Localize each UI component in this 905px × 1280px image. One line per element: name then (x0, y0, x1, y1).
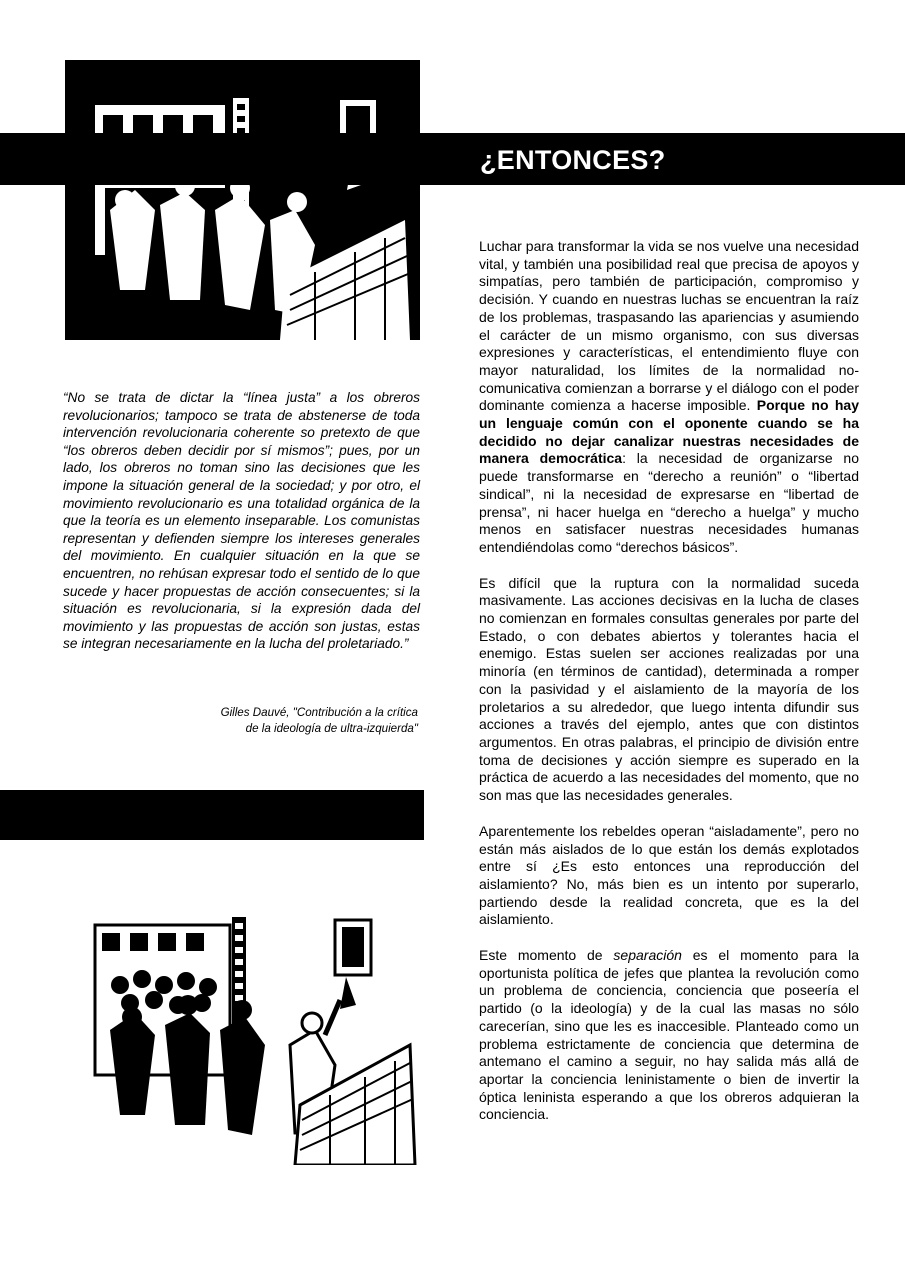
paragraph (479, 238, 859, 557)
paragraph-bold-text: Porque no hay un lenguaje común con el oponente cuando se ha decidido no dejar canalizar nuestras necesidades de manera democrática (479, 397, 859, 467)
attribution-line: Gilles Dauvé, "Contribución a la crítica (220, 706, 418, 719)
section-band (0, 790, 424, 840)
revolution-crowd-icon (65, 60, 420, 340)
paragraph: Aparentemente los rebeldes operan “aisladamente”, pero no están más aislados de lo que están los demás explotados entre sí ¿Es esto entonces una reproducción del aislamiento? No, más bien es un intento por superarlo, partiendo desde la realidad concreta, que es la del aislamiento. (479, 822, 859, 928)
attribution-line: de la ideología de ultra-izquierda" (245, 722, 418, 735)
quote-attribution (150, 705, 418, 737)
paragraph-emphasis: separación (613, 947, 682, 964)
paragraph-text: Luchar para transformar la vida se nos vuelve una necesidad vital, y también una posibilidad real que precisa de apoyos y simpatías, pero también de participación, compromiso y decisión. Y cuando en nuestras luchas se encuentran la raíz de los problemas, traspasando las apariencias y asumiendo el carácter de un mismo organismo, con sus diversas expresiones y características, el entendimiento fluye con mayor naturalidad, los límites de la normalidad no-comunicativa comienzan a borrarse y el diálogo con el poder dominante comienza a hacerse imposible. (479, 238, 859, 414)
bottom-illustration (90, 905, 420, 1165)
quote-text: “No se trata de dictar la “línea justa” a los obreros revolucionarios; tampoco se trata de abstenerse de toda intervención revolucionaria coherente so pretexto de que “los obreros deben decidir por sí mismos”; pues, por un lado, los obreros no toman sino las decisiones que les impone la situación general de la sociedad; y por otro, el movimiento revolucionario es una totalidad orgánica de la que la teoría es un elemento inseparable. Los comunistas representan y defienden siempre los intereses generales del movimiento. En cualquier situación en la que se encuentren, no rehúsan expresar todo el sentido de lo que sucede y hacer propuestas de acción consecuentes; si la situación es revolucionaria, si la expresión dada del movimiento y las propuestas de acción son justas, estas se integran necesariamente en la lucha del proletariado.” (63, 390, 420, 652)
revolution-crowd-icon (90, 905, 420, 1165)
paragraph-text: : la necesidad de organizarse no puede transformarse en “derecho a reunión” o “libertad sindical”, ni la necesidad de expresarse en “libertad de prensa”, ni hacer huelga en “derecho a huelga” y mucho menos en satisfacer nuestras necesidades humanas entendiéndolas como “derechos básicos”. (479, 450, 859, 555)
top-illustration (65, 60, 420, 340)
paragraph (479, 947, 859, 1124)
title-band (0, 133, 905, 185)
body-text (479, 238, 859, 1142)
paragraph-text: Este momento de (479, 947, 614, 964)
paragraph: Es difícil que la ruptura con la normalidad suceda masivamente. Las acciones decisivas en la lucha de clases no comienzan en formales consultas generales por parte del Estado, o con debates abiertos y tolerantes hacia el enemigo. Estas suelen ser acciones realizadas por una minoría (en términos de cantidad), determinada a romper con la pasividad y el aislamiento de la mayoría de los proletarios a su alrededor, que luego intenta difundir sus acciones a través del ejemplo, antes que con distintos argumentos. En otras palabras, el principio de división entre toma de decisiones y acción siempre es superado en la práctica de acuerdo a las necesidades del momento, que no son mas que las necesidades generales. (479, 574, 859, 804)
page-title: ¿ENTONCES? (480, 145, 666, 175)
paragraph-text: es el momento para la oportunista política de jefes que plantea la revolución como un problema de conciencia, conciencia que poseería el partido (o la ideología) y de la cual las masas no sólo carecerían, sino que les es inaccesible. Planteado como un problema estrictamente de conciencia que determina de antemano el camino a seguir, no hay salida más allá de aportar la conciencia leninistamente o bien de invertir la óptica leninista esperando a que los obreros adquieran la conciencia. (479, 947, 859, 1123)
